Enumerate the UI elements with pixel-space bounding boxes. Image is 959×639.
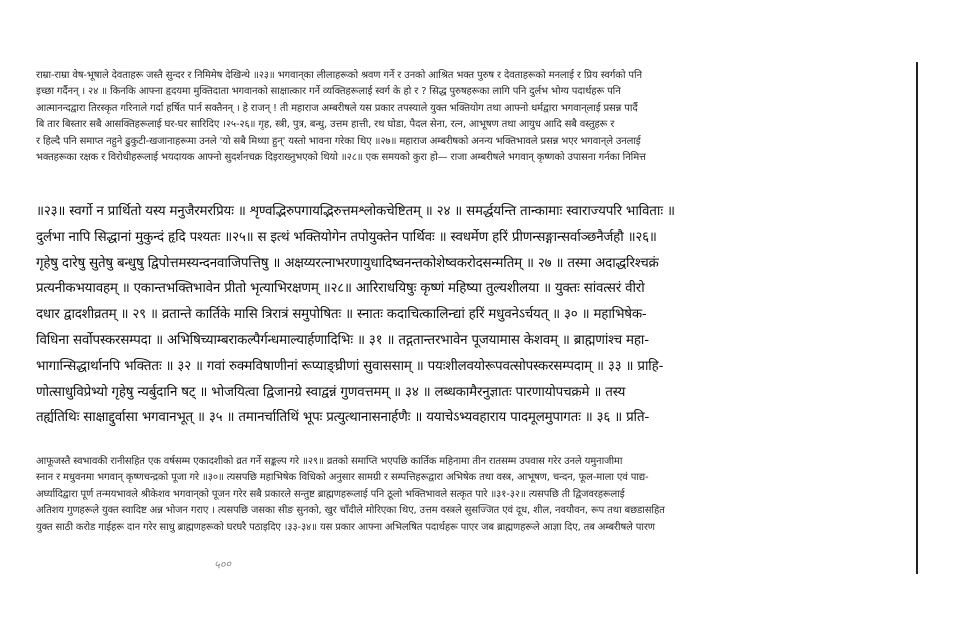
commentary-line: आत्मानन्दद्वारा तिरस्कृत गरिनाले गर्दा हर्षित पार्न सक्तैनन्‌ । हे राजन्‌ ! ती महाराज अम्बरीषले यस प्रकार तपस्याले युक्त भक्तियोग तथा आफ्नो धर्मद्वारा भगवान्‌लाई प्रसन्न पार्दै [36,102,638,114]
commentary-line: भक्तहरूका रक्षक र विरोधीहरूलाई भयदायक आफ्नो सुदर्शनचक्र दिइराख्नुभएको थियो ॥२८॥ एक समयको कुरा हो— राजा अम्बरीषले भगवान्‌ कृष्णको उपासना गर्नका निमित्त [36,151,646,163]
commentary-line: बि तार बिस्तार सबै आसक्तिहरूलाई घर-घर सारिदिए ।२५-२६॥ गृह, स्त्री, पुत्र, बन्धु, उत्तम हात्ती, रथ घोडा, पैदल सेना, रत्न, आभूषण तथा आयुध आदि सबै वस्तुहरू र [36,119,615,131]
verse-line: प्रत्यनीकभयावहम्‌ ॥ एकान्तभक्तिभावेन प्रीतो भृत्याभिरक्षणम्‌ ॥२८॥ आरिराधयिषुः कृष्णं महिष्या तुल्यशीलया ॥ युक्तः सांवत्सरं वीरो [36,281,645,297]
verse-line: तर्ह्यतिथिः साक्षाद्दुर्वासा भगवानभूत्‌ ॥ ३५ ॥ तमानर्चातिथिं भूपः प्रत्युत्थानासनार्हणैः ॥ ययाचेऽभ्यवहाराय पादमूलमुपागतः ॥ ३६ ॥ प्रति- [36,410,650,426]
margin-rule [916,62,918,574]
commentary-line: अर्घ्यादिद्वारा पूर्ण तन्मयभावले श्रीकेशव भगवान्‌को पूजन गरेर सबै प्रकारले सन्तुष्ट ब्राह्मणहरूलाई पनि ठूलो भक्तिभावले सत्कृत पारे ॥३१-३२॥ त्यसपछि ती द्विजवरहरूलाई [36,488,625,500]
bottom-commentary-block [36,454,910,536]
verse-line: गृहेषु दारेषु सुतेषु बन्धुषु द्विपोत्तमस्यन्दनवाजिपत्तिषु ॥ अक्षय्यरत्नाभरणायुधादिष्वनन्तकोशेष्वकरोदसन्मतिम्‌ ॥ २७ ॥ तस्मा अदाद्धरिश्चक्रं [36,255,659,271]
commentary-line: अतिशय गुणहरूले युक्त स्वादिष्ट अन्न भोजन गराए । त्यसपछि जसका सीङ सुनको, खुर चाँदीले मोरिएका थिए, उत्तम वस्त्रले सुसज्जित एवं दूध, शील, नवयौवन, रूप तथा बछडासहित [36,505,665,517]
commentary-line: र हिल्दै पनि समाप्त नहुने ढुकुटी-खजानाहरूमा उनले 'यो सबै मिथ्या हुन्‌' यस्तो भावना गरेका थिए ॥२७॥ महाराज अम्बरीषको अनन्य भक्तिभावले प्रसन्न भएर भगवान्‌ले उनलाई [36,135,641,147]
page-number: ५०० [213,557,232,572]
verse-line: दधार द्वादशीव्रतम्‌ ॥ २९ ॥ व्रतान्ते कार्तिके मासि त्रिरात्रं समुपोषितः ॥ स्नातः कदाचित्कालिन्द्यां हरिं मधुवनेऽर्चयत्‌ ॥ ३० ॥ महाभिषेक- [36,307,647,323]
sanskrit-verses-block [36,199,910,431]
verse-line: ॥२३॥ स्वर्गो न प्रार्थितो यस्य मनुजैरमरप्रियः ॥ शृण्वद्भिरुपगायद्भिरुत्तमश्लोकचेष्टितम्‌ ॥ २४ ॥ समर्द्धयन्ति तान्कामाः स्वाराज्यपरि भाविताः ॥ [36,204,675,219]
commentary-line: राम्रा-राम्रा वेष-भूषाले देवताहरू जस्तै सुन्दर र निमिमेष देखिन्थे ॥२३॥ भगवान्‌का लीलाहरूको श्रवण गर्ने र उनको आश्रित भक्त पुरुष र देवताहरूको मनलाई र प्रिय स्वर्गको पनि [36,70,642,81]
verse-line: दुर्लभा नापि सिद्धानां मुकुन्दं हृदि पश्यतः ॥२५॥ स इत्थं भक्तियोगेन तपोयुक्तेन पार्थिवः ॥ स्वधर्मेण हरिं प्रीणन्सङ्गान्सर्वाञ्छनैर्जहौ ॥२६॥ [36,229,657,245]
commentary-line: इच्छा गर्दैनन्‌ । २४ ॥ किनकि आफ्ना हृदयमा मुक्तिदाता भगवानको साक्षात्कार गर्ने व्यक्तिहरूलाई स्वर्ग के हो र ? सिद्ध पुरुषहरूका लागि पनि दुर्लभ भोग्य पदार्थहरू पनि [36,86,621,98]
commentary-line: स्नान र मधुवनमा भगवान्‌ कृष्णचन्द्रको पूजा गरे ॥३०॥ त्यसपछि महाभिषेक विधिको अनुसार सामग्री र सम्पत्तिहरूद्वारा अभिषेक तथा वस्त्र, आभूषण, चन्दन, फूल-माला एवं पाद्य- [36,472,649,484]
commentary-line: आफूजस्तै स्वभावकी रानीसहित एक वर्षसम्म एकादशीको व्रत गर्ने सङ्कल्प गरे ॥२९॥ व्रतको समाप्ति भएपछि कार्तिक महिनामा तीन रातसम्म उपवास गरेर उनले यमुनाजीमा [36,456,623,467]
verse-line: भागान्सिद्धार्थानपि भक्तितः ॥ ३२ ॥ गवां रुक्मविषाणीनां रूप्याङ्घ्रीणां सुवाससाम्‌ ॥ पयःशीलवयोरूपवत्सोपस्करसम्पदाम्‌ ॥ ३३ ॥ प्राहि- [36,358,664,374]
commentary-line: युक्त साठी करोड गाईहरू दान गरेर साधु ब्राह्मणहरूको घरघरै पठाइदिए ।३३-३४॥ यस प्रकार आफ्ना अभिलषित पदार्थहरू पाएर जब ब्राह्मणहरूले आज्ञा दिए, तब अम्बरीषले पारण [36,521,655,533]
verse-line: विधिना सर्वोपस्करसम्पदा ॥ अभिषिच्याम्बराकल्पैर्गन्धमाल्यार्हणादिभिः ॥ ३१ ॥ तद्गतान्तरभावेन पूजयामास केशवम्‌ ॥ ब्राह्मणांश्च महा- [36,332,649,348]
verse-line: णोत्साधुविप्रेभ्यो गृहेषु न्यर्बुदानि षट्‌ ॥ भोजयित्वा द्विजानग्रे स्वाद्वन्नं गुणवत्तमम्‌ ॥ ३४ ॥ लब्धकामैरनुज्ञातः पारणायोपचक्रमे ॥ तस्य [36,384,626,400]
top-commentary-block [36,68,910,166]
